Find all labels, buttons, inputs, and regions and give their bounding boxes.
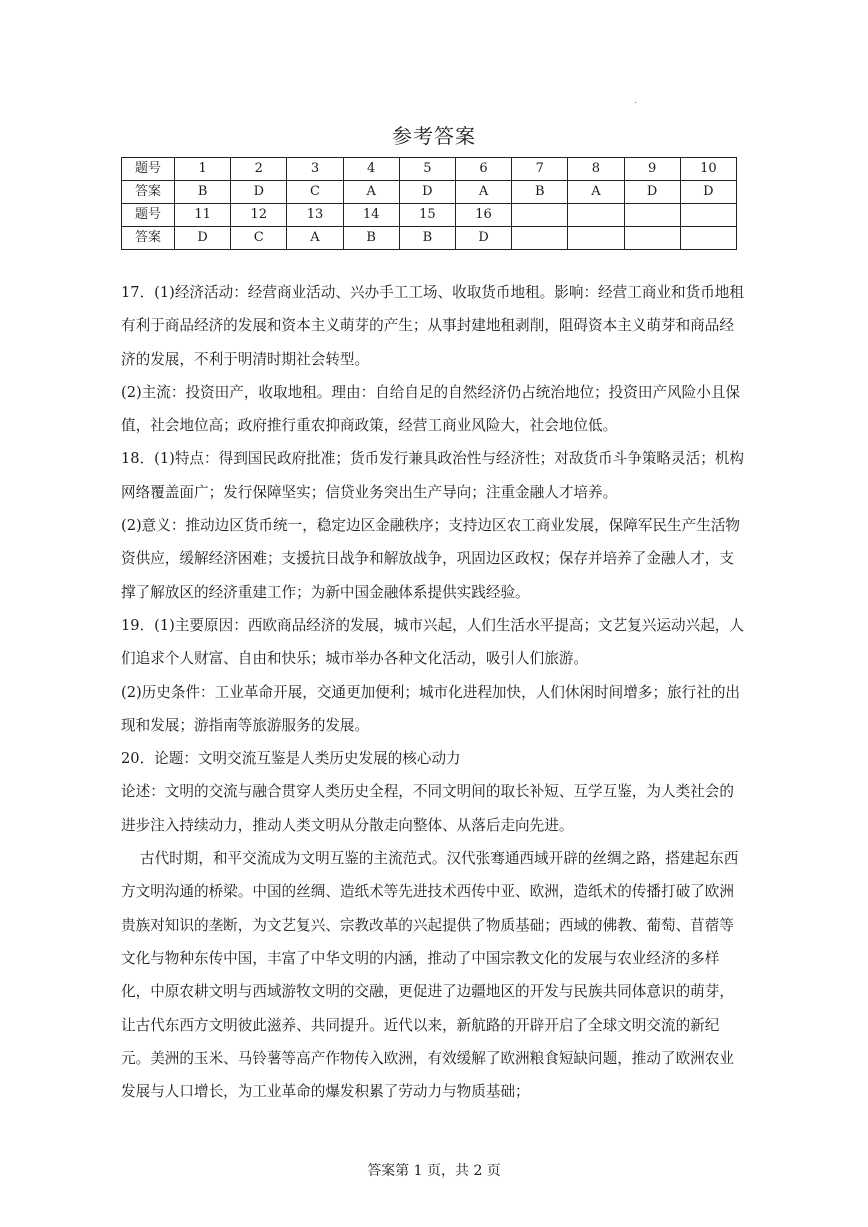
- page-footer: 答案第 1 页，共 2 页: [367, 1163, 501, 1179]
- table-row: [122, 204, 737, 227]
- table-cell: 11: [175, 204, 231, 227]
- table-cell: [680, 204, 736, 227]
- table-cell: 2: [231, 158, 287, 181]
- table-cell: 14: [343, 204, 399, 227]
- table-cell: D: [231, 181, 287, 204]
- table-cell: 4: [343, 158, 399, 181]
- answer-19-part2: (2)历史条件：工业革命开展，交通更加便利；城市化进程加快，人们休闲时间增多；旅行社的出现和发展；游指南等旅游服务的发展。: [121, 683, 741, 734]
- table-header-cell: 答案: [122, 227, 175, 250]
- table-cell: D: [680, 181, 736, 204]
- table-cell: 12: [231, 204, 287, 227]
- answer-body: [121, 276, 745, 1108]
- table-cell: B: [399, 227, 455, 250]
- table-cell: [568, 227, 624, 250]
- table-header-cell: 题号: [122, 204, 175, 227]
- table-cell: [512, 204, 568, 227]
- table-header-cell: 答案: [122, 181, 175, 204]
- table-cell: A: [568, 181, 624, 204]
- table-cell: 15: [399, 204, 455, 227]
- table-cell: D: [175, 227, 231, 250]
- table-cell: 13: [287, 204, 343, 227]
- table-cell: A: [287, 227, 343, 250]
- table-cell: C: [287, 181, 343, 204]
- table-cell: 6: [455, 158, 511, 181]
- table-cell: 9: [624, 158, 680, 181]
- table-row: [122, 158, 737, 181]
- table-cell: B: [175, 181, 231, 204]
- table-cell: [568, 204, 624, 227]
- table-cell: [680, 227, 736, 250]
- table-cell: [624, 204, 680, 227]
- table-row: [122, 227, 737, 250]
- table-cell: D: [624, 181, 680, 204]
- table-cell: D: [455, 227, 511, 250]
- answer-20-essay: 古代时期，和平交流成为文明互鉴的主流范式。汉代张骞通西域开辟的丝绸之路，搭建起东西方文明沟通的桥梁。中国的丝绸、造纸术等先进技术西传中亚、欧洲，造纸术的传播打破了欧洲贵族对知识的垄断，为文艺复兴、宗教改革的兴起提供了物质基础；西域的佛教、葡萄、苜蓿等文化与物种东传中国，丰富了中华文明的内涵，推动了中国宗教文化的发展与农业经济的多样化，中原农耕文明与西域游牧文明的交融，更促进了边疆地区的开发与民族共同体意识的萌芽，让古代东西方文明彼此滋养、共同提升。近代以来，新航路的开辟开启了全球文明交流的新纪元。美洲的玉米、马铃薯等高产作物传入欧洲，有效缓解了欧洲粮食短缺问题，推动了欧洲农业发展与人口增长，为工业革命的爆发积累了劳动力与物质基础；: [121, 850, 739, 1101]
- answer-17-part1: 17．(1)经济活动：经营商业活动、兴办手工工场、收取货币地租。影响：经营工商业和货币地租有利于商品经济的发展和资本主义萌芽的产生；从事封建地租剥削，阻碍资本主义萌芽和商品经济的发展，不利于明清时期社会转型。: [121, 284, 744, 368]
- table-cell: 5: [399, 158, 455, 181]
- table-cell: [624, 227, 680, 250]
- table-cell: A: [455, 181, 511, 204]
- table-cell: B: [512, 181, 568, 204]
- table-row: [122, 181, 737, 204]
- table-cell: 7: [512, 158, 568, 181]
- answer-19-part1: 19．(1)主要原因：西欧商品经济的发展，城市兴起，人们生活水平提高；文艺复兴运动兴起，人们追求个人财富、自由和快乐；城市举办各种文化活动，吸引人们旅游。: [121, 616, 744, 668]
- answer-18-part1: 18．(1)特点：得到国民政府批准；货币发行兼具政治性与经济性；对敌货币斗争策略灵活；机构网络覆盖面广；发行保障坚实；信贷业务突出生产导向；注重金融人才培养。: [121, 450, 744, 501]
- table-header-cell: 题号: [122, 158, 175, 181]
- answer-table: [121, 157, 737, 250]
- table-cell: 10: [680, 158, 736, 181]
- corner-mark: .: [634, 96, 637, 105]
- table-cell: B: [343, 227, 399, 250]
- table-cell: D: [399, 181, 455, 204]
- answer-18-part2: (2)意义：推动边区货币统一，稳定边区金融秩序；支持边区农工商业发展，保障军民生产生活物资供应，缓解经济困难；支援抗日战争和解放战争，巩固边区政权；保存并培养了金融人才，支撑了解放区的经济重建工作；为新中国金融体系提供实践经验。: [121, 517, 741, 601]
- table-cell: 16: [455, 204, 511, 227]
- page-title: 参考答案: [392, 124, 476, 148]
- answer-20-argument: 论述：文明的交流与融合贯穿人类历史全程，不同文明间的取长补短、互学互鉴，为人类社会的进步注入持续动力，推动人类文明从分散走向整体、从落后走向先进。: [121, 783, 734, 834]
- table-cell: C: [231, 227, 287, 250]
- table-cell: 3: [287, 158, 343, 181]
- answer-20-thesis: 20．论题：文明交流互鉴是人类历史发展的核心动力: [121, 750, 461, 768]
- table-cell: A: [343, 181, 399, 204]
- answer-17-part2: (2)主流：投资田产，收取地租。理由：自给自足的自然经济仍占统治地位；投资田产风险小且保值，社会地位高；政府推行重农抑商政策，经营工商业风险大，社会地位低。: [121, 383, 741, 435]
- table-cell: [512, 227, 568, 250]
- table-cell: 8: [568, 158, 624, 181]
- table-cell: 1: [175, 158, 231, 181]
